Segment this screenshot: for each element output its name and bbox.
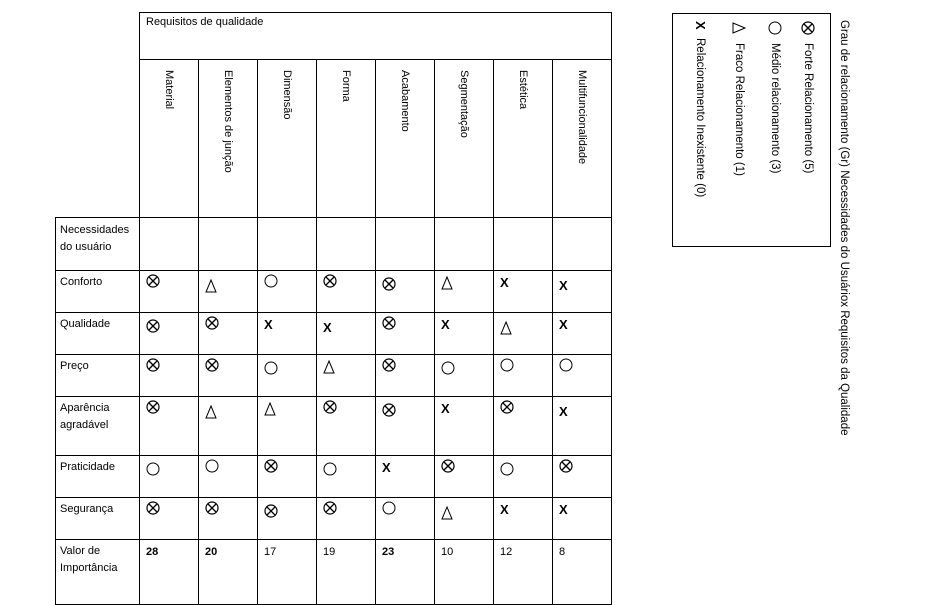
legend-title: Grau de relacionamento (Gr) Necessidades do Usuáriox Requisitos da Qualidade [838,20,850,436]
weak-relationship-icon [500,321,512,335]
relationship-cell [553,271,612,313]
importance-value: 23 [376,540,435,605]
importance-value: 20 [199,540,258,605]
relationship-cell [494,355,553,397]
relationship-cell [317,456,376,498]
relationship-cell [435,498,494,540]
relationship-cell [140,397,199,456]
medium-relationship-icon [441,361,455,375]
importance-value: 19 [317,540,376,605]
matrix-row [56,355,612,397]
no-relationship-icon: X [559,502,568,517]
medium-relationship-icon [264,274,278,288]
legend-label: Médio relacionamento (3) [769,43,781,174]
matrix-row [56,498,612,540]
requirement-label: Segmentação [458,70,470,138]
relationship-cell [494,313,553,355]
relationship-cell [199,313,258,355]
strong-relationship-icon [801,21,815,35]
qfd-matrix [55,12,612,605]
no-relationship-icon: X [382,460,391,475]
strong-relationship-icon [323,400,337,414]
empty-cell [140,218,199,271]
matrix-row [56,397,612,456]
relationship-cell [317,313,376,355]
medium-relationship-icon [146,462,160,476]
need-label: Praticidade [56,456,140,498]
empty-cell [199,218,258,271]
requirement-label: Acabamento [399,70,411,132]
legend-label: Fraco Relacionamento (1) [733,43,745,176]
need-label: Preço [56,355,140,397]
requirement-label: Dimensão [281,70,293,120]
need-label: Segurança [56,498,140,540]
relationship-cell [553,313,612,355]
medium-relationship-icon [382,501,396,515]
relationship-cell [199,271,258,313]
weak-relationship-icon [323,360,335,374]
relationship-cell [258,355,317,397]
relationship-cell [553,355,612,397]
requirement-header [140,60,199,218]
requirement-label: Estética [517,70,529,110]
legend-item [693,21,707,197]
relationship-cell [435,355,494,397]
relationship-cell [553,498,612,540]
requirement-header [435,60,494,218]
legend-label: Forte Relacionamento (5) [802,43,814,174]
matrix-row [56,313,612,355]
no-relationship-icon: X [500,502,509,517]
relationship-cell [553,397,612,456]
relationship-cell [376,313,435,355]
empty-cell [435,218,494,271]
need-label: Conforto [56,271,140,313]
requirement-header [317,60,376,218]
empty-cell [553,218,612,271]
no-relationship-icon: X [500,275,509,290]
empty-cell [317,218,376,271]
relationship-cell [140,313,199,355]
relationship-cell [435,271,494,313]
relationship-cell [376,397,435,456]
no-relationship-icon: X [559,278,568,293]
relationship-cell [494,498,553,540]
relationship-cell [258,498,317,540]
legend-box [672,13,831,247]
relationship-cell [140,355,199,397]
medium-relationship-icon [264,361,278,375]
weak-relationship-icon [264,402,276,416]
strong-relationship-icon [146,358,160,372]
requirement-header [376,60,435,218]
relationship-cell [435,397,494,456]
importance-label: Valor de Importância [56,540,140,605]
relationship-cell [494,397,553,456]
strong-relationship-icon [382,316,396,330]
importance-value: 28 [140,540,199,605]
matrix-row [56,271,612,313]
empty-cell [494,218,553,271]
strong-relationship-icon [146,274,160,288]
strong-relationship-icon [205,316,219,330]
no-relationship-icon: X [323,320,332,335]
strong-relationship-icon [205,358,219,372]
no-relationship-icon: X [693,21,708,30]
relationship-cell [494,271,553,313]
medium-relationship-icon [500,358,514,372]
strong-relationship-icon [382,403,396,417]
no-relationship-icon: X [264,317,273,332]
needs-header: Necessidades do usuário [56,218,140,271]
relationship-cell [140,498,199,540]
importance-value: 10 [435,540,494,605]
strong-relationship-icon [323,501,337,515]
no-relationship-icon: X [559,317,568,332]
requirement-header [494,60,553,218]
strong-relationship-icon [500,400,514,414]
relationship-cell [553,456,612,498]
strong-relationship-icon [264,504,278,518]
strong-relationship-icon [205,501,219,515]
requirement-label: Elementos de junção [222,70,234,173]
legend-label: Relacionamento Inexistente (0) [694,37,706,197]
strong-relationship-icon [146,501,160,515]
weak-relationship-icon [732,22,746,34]
relationship-cell [199,498,258,540]
relationship-cell [376,271,435,313]
relationship-cell [258,397,317,456]
medium-relationship-icon [559,358,573,372]
no-relationship-icon: X [441,317,450,332]
empty-cell [376,218,435,271]
requirement-header [258,60,317,218]
empty-cell [258,218,317,271]
weak-relationship-icon [441,276,453,290]
strong-relationship-icon [264,459,278,473]
strong-relationship-icon [382,277,396,291]
importance-value: 8 [553,540,612,605]
legend-item [801,21,815,173]
matrix-row [56,456,612,498]
medium-relationship-icon [323,462,337,476]
relationship-cell [258,313,317,355]
requirement-header [553,60,612,218]
relationship-cell [435,456,494,498]
strong-relationship-icon [323,274,337,288]
need-label: Aparência agradável [56,397,140,456]
weak-relationship-icon [205,405,217,419]
legend-item [733,21,745,176]
strong-relationship-icon [146,400,160,414]
no-relationship-icon: X [559,404,568,419]
relationship-cell [317,498,376,540]
relationship-cell [317,271,376,313]
matrix-body [56,271,612,540]
importance-value: 12 [494,540,553,605]
relationship-cell [199,456,258,498]
requirement-label: Material [163,70,175,110]
strong-relationship-icon [559,459,573,473]
strong-relationship-icon [382,358,396,372]
no-relationship-icon: X [441,401,450,416]
relationship-cell [140,456,199,498]
medium-relationship-icon [768,21,782,35]
requirement-header [199,60,258,218]
medium-relationship-icon [205,459,219,473]
relationship-cell [258,271,317,313]
strong-relationship-icon [441,459,455,473]
relationship-cell [376,456,435,498]
relationship-cell [140,271,199,313]
weak-relationship-icon [441,506,453,520]
requirement-label: Forma [340,70,352,102]
importance-row [56,540,612,605]
relationship-cell [317,355,376,397]
relationship-cell [376,498,435,540]
relationship-cell [376,355,435,397]
relationship-cell [199,397,258,456]
requirements-title: Requisitos de qualidade [140,13,612,60]
need-label: Qualidade [56,313,140,355]
importance-value: 17 [258,540,317,605]
medium-relationship-icon [500,462,514,476]
corner-blank [56,13,140,218]
relationship-cell [317,397,376,456]
requirement-label: Multifuncionalidade [576,70,588,165]
relationship-cell [494,456,553,498]
legend-item [768,21,782,173]
strong-relationship-icon [146,319,160,333]
relationship-cell [435,313,494,355]
relationship-cell [199,355,258,397]
weak-relationship-icon [205,279,217,293]
relationship-cell [258,456,317,498]
